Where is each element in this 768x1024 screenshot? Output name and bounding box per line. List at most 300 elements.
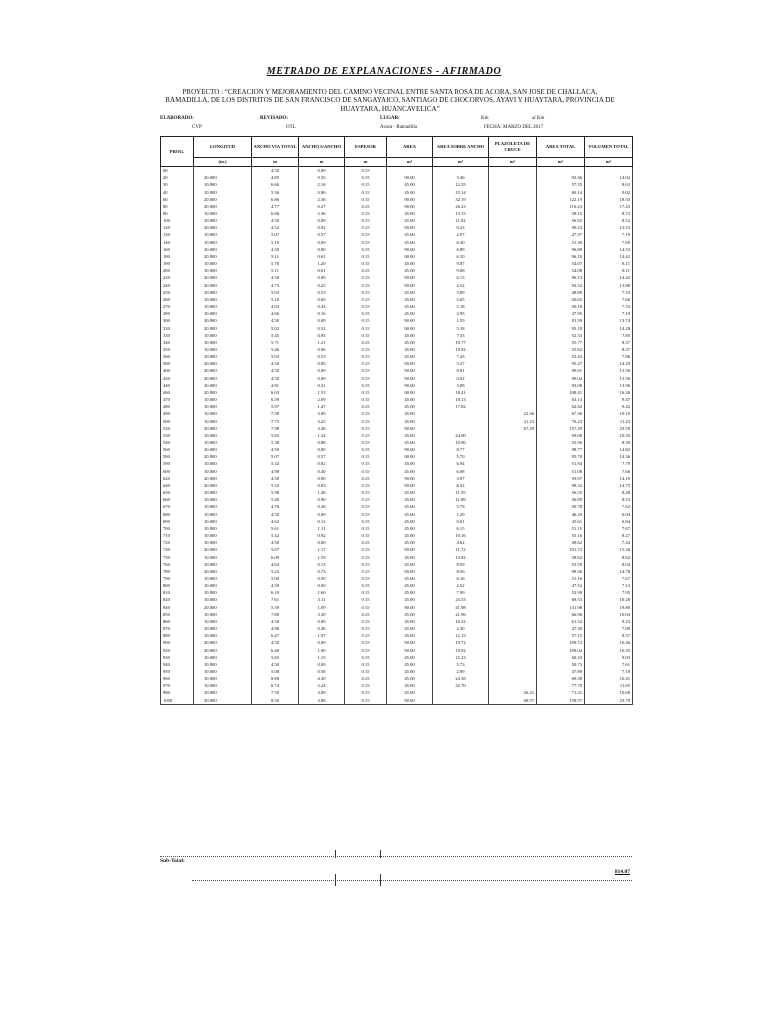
- table-row: [161, 539, 633, 546]
- cell-ancho-s: 0.00: [299, 661, 345, 668]
- cell-area-total: 69.38: [537, 675, 585, 682]
- cell-area: 45.00: [387, 410, 433, 417]
- cell-volumen-total: 13.88: [585, 282, 633, 289]
- cell-longitud: 10.000: [194, 525, 252, 532]
- cell-area: 45.00: [387, 310, 433, 317]
- cell-plazoleta: [489, 661, 537, 668]
- cell-area-sobre-ancho: [433, 417, 489, 424]
- cell-espesor: 0.15: [345, 375, 387, 382]
- cell-prog: 930: [161, 654, 194, 661]
- cell-prog: 190: [161, 260, 194, 267]
- cell-area-sobre-ancho: [433, 425, 489, 432]
- cell-plazoleta: [489, 396, 537, 403]
- cell-area: 45.00: [387, 611, 433, 618]
- cell-prog: 340: [161, 339, 194, 346]
- cell-area: 90.00: [387, 282, 433, 289]
- cell-prog: 40: [161, 188, 194, 195]
- table-row: [161, 561, 633, 568]
- table-body: [161, 167, 633, 705]
- cell-espesor: 0.15: [345, 310, 387, 317]
- cell-area-sobre-ancho: 18.41: [433, 389, 489, 396]
- cell-area: 90.00: [387, 389, 433, 396]
- table-row: [161, 282, 633, 289]
- cell-area-total: 56.89: [537, 496, 585, 503]
- cell-espesor: 0.15: [345, 503, 387, 510]
- cell-plazoleta: [489, 260, 537, 267]
- cell-area-total: 51.15: [537, 525, 585, 532]
- cell-volumen-total: 14.29: [585, 360, 633, 367]
- cell-espesor: 0.15: [345, 181, 387, 188]
- cell-area-sobre-ancho: 11.55: [433, 489, 489, 496]
- cell-area-total: 50.65: [537, 296, 585, 303]
- cell-volumen-total: 8.37: [585, 346, 633, 353]
- cell-plazoleta: [489, 546, 537, 553]
- cell-area-total: 51.08: [537, 468, 585, 475]
- cell-plazoleta: 22.36: [489, 410, 537, 417]
- cell-area-sobre-ancho: 24.00: [433, 432, 489, 439]
- footer-divider: [192, 880, 632, 881]
- cell-espesor: 0.15: [345, 239, 387, 246]
- cell-ancho-s: 3.86: [299, 697, 345, 705]
- cell-plazoleta: [489, 496, 537, 503]
- cell-ancho-s: 0.00: [299, 582, 345, 589]
- cell-area: 90.00: [387, 246, 433, 253]
- cell-ancho-via: 4.81: [252, 382, 299, 389]
- cell-longitud: 20.000: [194, 546, 252, 553]
- cell-longitud: 10.000: [194, 625, 252, 632]
- cell-area-sobre-ancho: 7.43: [433, 353, 489, 360]
- cell-area: 45.00: [387, 618, 433, 625]
- table-row: [161, 553, 633, 560]
- elaborado-value: CVP: [192, 125, 202, 130]
- cell-prog: 160: [161, 246, 194, 253]
- cell-prog: 120: [161, 224, 194, 231]
- cell-area-sobre-ancho: 13.15: [433, 210, 489, 217]
- subtotal-tick-left: [335, 850, 336, 858]
- cell-ancho-via: 8.56: [252, 697, 299, 705]
- table-row: [161, 382, 633, 389]
- table-row: [161, 575, 633, 582]
- header-espesor: ESPESOR: [345, 137, 387, 158]
- cell-prog: 590: [161, 460, 194, 467]
- cell-longitud: 10.000: [194, 518, 252, 525]
- cell-area-sobre-ancho: 17.82: [433, 403, 489, 410]
- header-area-sobre-ancho: AREA SOBRE ANCHO: [433, 137, 489, 158]
- cell-area: 90.00: [387, 360, 433, 367]
- cell-ancho-s: 1.48: [299, 489, 345, 496]
- cell-volumen-total: 7.79: [585, 460, 633, 467]
- cell-espesor: 0.15: [345, 267, 387, 274]
- cell-volumen-total: 14.82: [585, 446, 633, 453]
- cell-area: 45.00: [387, 632, 433, 639]
- cell-area-sobre-ancho: 10.96: [433, 439, 489, 446]
- table-row: [161, 239, 633, 246]
- cell-espesor: 0.15: [345, 389, 387, 396]
- cell-prog: 380: [161, 360, 194, 367]
- cell-espesor: 0.15: [345, 303, 387, 310]
- cell-espesor: 0.15: [345, 217, 387, 224]
- cell-ancho-s: 0.52: [299, 324, 345, 331]
- cell-longitud: 10.000: [194, 503, 252, 510]
- cell-area: 90.00: [387, 196, 433, 203]
- cell-plazoleta: [489, 174, 537, 181]
- cell-volumen-total: 14.53: [585, 246, 633, 253]
- table-row: [161, 203, 633, 210]
- cell-area-sobre-ancho: [433, 410, 489, 417]
- cell-plazoleta: [489, 654, 537, 661]
- cell-area-total: 93.46: [537, 174, 585, 181]
- cell-area-sobre-ancho: 2.89: [433, 668, 489, 675]
- cell-area-total: 93.08: [537, 382, 585, 389]
- cell-area-sobre-ancho: 8.59: [433, 561, 489, 568]
- cell-longitud: 10.000: [194, 539, 252, 546]
- cell-ancho-s: 4.30: [299, 675, 345, 682]
- cell-longitud: 20.000: [194, 482, 252, 489]
- cell-area-sobre-ancho: 15.14: [433, 188, 489, 195]
- cell-espesor: 0.15: [345, 425, 387, 432]
- cell-ancho-s: 0.00: [299, 274, 345, 281]
- table-row: [161, 453, 633, 460]
- header-ancho-s: ANCHO S/ANCHO: [299, 137, 345, 158]
- table-row: [161, 568, 633, 575]
- cell-ancho-s: 0.73: [299, 568, 345, 575]
- cell-plazoleta: [489, 553, 537, 560]
- cell-area-sobre-ancho: 5.18: [433, 324, 489, 331]
- cell-prog: 950: [161, 668, 194, 675]
- cell-longitud: 10.000: [194, 267, 252, 274]
- cell-volumen-total: 8.27: [585, 532, 633, 539]
- table-row: [161, 475, 633, 482]
- cell-espesor: 0.15: [345, 403, 387, 410]
- cell-ancho-s: 1.60: [299, 589, 345, 596]
- cell-espesor: 0.15: [345, 604, 387, 611]
- cell-espesor: 0.15: [345, 675, 387, 682]
- cell-longitud: 10.000: [194, 468, 252, 475]
- cell-plazoleta: [489, 360, 537, 367]
- cell-area-total: 55.82: [537, 346, 585, 353]
- table-row: [161, 525, 633, 532]
- table-row: [161, 439, 633, 446]
- cell-plazoleta: [489, 210, 537, 217]
- cell-area: 45.00: [387, 439, 433, 446]
- cell-longitud: 10.000: [194, 511, 252, 518]
- cell-prog: 560: [161, 446, 194, 453]
- cell-ancho-via: 5.71: [252, 339, 299, 346]
- cell-longitud: 10.000: [194, 675, 252, 682]
- cell-ancho-via: 4.77: [252, 203, 299, 210]
- cell-espesor: 0.15: [345, 532, 387, 539]
- cell-ancho-s: 0.26: [299, 503, 345, 510]
- cell-prog: 540: [161, 439, 194, 446]
- cell-ancho-via: 6.03: [252, 389, 299, 396]
- cell-espesor: 0.15: [345, 196, 387, 203]
- cell-area-sobre-ancho: 2.52: [433, 282, 489, 289]
- cell-area-total: 109.72: [537, 639, 585, 646]
- cell-volumen-total: 7.13: [585, 582, 633, 589]
- cell-longitud: 10.000: [194, 289, 252, 296]
- cell-longitud: 20.000: [194, 224, 252, 231]
- cell-espesor: 0.15: [345, 618, 387, 625]
- cell-espesor: 0.15: [345, 525, 387, 532]
- table-row: [161, 582, 633, 589]
- cell-volumen-total: 10.35: [585, 432, 633, 439]
- cell-prog: 350: [161, 346, 194, 353]
- cell-area: 45.00: [387, 210, 433, 217]
- cell-volumen-total: 14.02: [585, 174, 633, 181]
- cell-area: 90.00: [387, 367, 433, 374]
- cell-prog: 650: [161, 489, 194, 496]
- cell-ancho-s: 0.90: [299, 496, 345, 503]
- cell-ancho-via: 4.85: [252, 174, 299, 181]
- cell-area-sobre-ancho: 7.33: [433, 332, 489, 339]
- cell-area-sobre-ancho: 24.38: [433, 675, 489, 682]
- cell-plazoleta: [489, 475, 537, 482]
- cell-prog: 640: [161, 482, 194, 489]
- cell-area-total: [537, 167, 585, 175]
- cell-area: 45.00: [387, 403, 433, 410]
- cell-espesor: 0.15: [345, 511, 387, 518]
- cell-area-sobre-ancho: 0.01: [433, 367, 489, 374]
- cell-ancho-via: 5.36: [252, 188, 299, 195]
- cell-espesor: 0.15: [345, 353, 387, 360]
- cell-espesor: 0.15: [345, 439, 387, 446]
- cell-ancho-s: 3.30: [299, 611, 345, 618]
- cell-area-total: 49.62: [537, 539, 585, 546]
- cell-espesor: 0.15: [345, 246, 387, 253]
- cell-ancho-via: 4.66: [252, 310, 299, 317]
- cell-area-total: 98.56: [537, 568, 585, 575]
- cell-plazoleta: [489, 317, 537, 324]
- cell-area-total: 52.99: [537, 589, 585, 596]
- cell-longitud: 20.000: [194, 246, 252, 253]
- cell-area-total: 66.96: [537, 611, 585, 618]
- subtotal-divider: [160, 856, 632, 857]
- header-volumen-total: VOLUMEN TOTAL: [585, 137, 633, 158]
- cell-ancho-s: 0.95: [299, 332, 345, 339]
- cell-plazoleta: [489, 568, 537, 575]
- cell-prog: 740: [161, 546, 194, 553]
- cell-prog: 1000: [161, 697, 194, 705]
- cell-area: 45.00: [387, 239, 433, 246]
- table-row: [161, 260, 633, 267]
- cell-area: 90.00: [387, 639, 433, 646]
- cell-area-sobre-ancho: 19.72: [433, 639, 489, 646]
- cell-longitud: 10.000: [194, 489, 252, 496]
- cell-volumen-total: 8.82: [585, 553, 633, 560]
- cell-area-total: 91.59: [537, 317, 585, 324]
- cell-prog: 980: [161, 689, 194, 696]
- cell-ancho-via: 5.32: [252, 460, 299, 467]
- table-row: [161, 224, 633, 231]
- table-row: [161, 639, 633, 646]
- cell-volumen-total: 13.53: [585, 224, 633, 231]
- cell-ancho-s: 2.36: [299, 210, 345, 217]
- cell-ancho-via: 5.59: [252, 604, 299, 611]
- cell-area: 45.00: [387, 181, 433, 188]
- cell-area: 45.00: [387, 518, 433, 525]
- cell-longitud: 10.000: [194, 689, 252, 696]
- cell-prog: 280: [161, 310, 194, 317]
- cell-area: 45.00: [387, 396, 433, 403]
- table-row: [161, 303, 633, 310]
- cell-area-total: 60.23: [537, 654, 585, 661]
- cell-plazoleta: [489, 604, 537, 611]
- cell-area: 90.00: [387, 475, 433, 482]
- cell-area: 45.00: [387, 668, 433, 675]
- cell-longitud: 10.000: [194, 396, 252, 403]
- table-row: [161, 196, 633, 203]
- cell-longitud: 20.000: [194, 389, 252, 396]
- cell-volumen-total: 10.68: [585, 689, 633, 696]
- elaborado-label: ELABORADO:: [160, 116, 194, 121]
- cell-longitud: [194, 167, 252, 175]
- cell-prog: 700: [161, 525, 194, 532]
- cell-ancho-via: 5.11: [252, 253, 299, 260]
- cell-volumen-total: 13.50: [585, 375, 633, 382]
- cell-prog: 920: [161, 646, 194, 653]
- table-row: [161, 339, 633, 346]
- cell-prog: 660: [161, 496, 194, 503]
- cell-espesor: 0.15: [345, 203, 387, 210]
- cell-prog: 800: [161, 582, 194, 589]
- cell-ancho-s: 0.92: [299, 532, 345, 539]
- cell-ancho-via: 5.46: [252, 346, 299, 353]
- cell-area-total: 47.30: [537, 625, 585, 632]
- cell-ancho-via: 7.50: [252, 689, 299, 696]
- table-row: [161, 403, 633, 410]
- cell-area-sobre-ancho: 6.13: [433, 274, 489, 281]
- cell-area: 90.00: [387, 317, 433, 324]
- cell-prog: 760: [161, 561, 194, 568]
- cell-ancho-s: 0.00: [299, 360, 345, 367]
- cell-ancho-via: 7.75: [252, 417, 299, 424]
- cell-volumen-total: 13.96: [585, 382, 633, 389]
- cell-area: 90.00: [387, 274, 433, 281]
- cell-ancho-via: 4.50: [252, 367, 299, 374]
- metrado-table: [160, 136, 633, 705]
- cell-volumen-total: 8.53: [585, 496, 633, 503]
- cell-ancho-s: 0.25: [299, 282, 345, 289]
- cell-volumen-total: 9.02: [585, 188, 633, 195]
- cell-ancho-s: 1.47: [299, 403, 345, 410]
- cell-ancho-s: 0.60: [299, 296, 345, 303]
- cell-longitud: 10.000: [194, 417, 252, 424]
- cell-prog: 860: [161, 618, 194, 625]
- cell-area-sobre-ancho: 11.82: [433, 217, 489, 224]
- cell-plazoleta: [489, 453, 537, 460]
- cell-area-sobre-ancho: 2.52: [433, 582, 489, 589]
- cell-volumen-total: 7.61: [585, 661, 633, 668]
- cell-ancho-via: 7.50: [252, 410, 299, 417]
- footer-tick-left: [335, 874, 336, 886]
- cell-area-total: 109.02: [537, 646, 585, 653]
- cell-plazoleta: [489, 296, 537, 303]
- cell-ancho-via: 4.90: [252, 468, 299, 475]
- cell-ancho-s: 0.00: [299, 317, 345, 324]
- unit-longitud: (m.): [194, 158, 252, 167]
- cell-ancho-s: 0.31: [299, 382, 345, 389]
- cell-area-sobre-ancho: 6.08: [433, 468, 489, 475]
- cell-ancho-s: 0.16: [299, 310, 345, 317]
- table-row: [161, 682, 633, 689]
- cell-area: 45.00: [387, 689, 433, 696]
- cell-area-total: 98.77: [537, 446, 585, 453]
- cell-espesor: 0.15: [345, 317, 387, 324]
- cell-ancho-via: 6.66: [252, 181, 299, 188]
- cell-area-sobre-ancho: [433, 697, 489, 705]
- cell-volumen-total: 14.42: [585, 274, 633, 281]
- cell-espesor: 0.15: [345, 346, 387, 353]
- cell-area-sobre-ancho: 3.08: [433, 382, 489, 389]
- cell-ancho-via: 5.03: [252, 353, 299, 360]
- cell-prog: 90: [161, 210, 194, 217]
- cell-area: 90.00: [387, 324, 433, 331]
- cell-plazoleta: [489, 646, 537, 653]
- cell-longitud: 10.000: [194, 611, 252, 618]
- cell-area: 45.00: [387, 654, 433, 661]
- cell-area: 45.00: [387, 661, 433, 668]
- table-row: [161, 396, 633, 403]
- cell-ancho-s: 0.00: [299, 375, 345, 382]
- cell-longitud: 10.000: [194, 632, 252, 639]
- table-row: [161, 489, 633, 496]
- cell-volumen-total: 16.26: [585, 389, 633, 396]
- revisado-value: OTL: [286, 125, 296, 130]
- cell-ancho-via: 5.23: [252, 568, 299, 575]
- cell-area-total: 95.18: [537, 324, 585, 331]
- cell-plazoleta: [489, 217, 537, 224]
- cell-espesor: 0.15: [345, 324, 387, 331]
- cell-area-total: 76.23: [537, 417, 585, 424]
- table-row: [161, 546, 633, 553]
- cell-ancho-s: 1.21: [299, 339, 345, 346]
- cell-espesor: 0.15: [345, 539, 387, 546]
- cell-ancho-s: 0.12: [299, 518, 345, 525]
- revisado-label: REVISADO:: [260, 116, 289, 121]
- cell-area-total: 47.95: [537, 310, 585, 317]
- cell-espesor: 0.15: [345, 174, 387, 181]
- cell-ancho-via: 6.10: [252, 589, 299, 596]
- table-row: [161, 625, 633, 632]
- cell-area-total: 90.23: [537, 224, 585, 231]
- cell-ancho-via: 8.80: [252, 675, 299, 682]
- table-row: [161, 697, 633, 705]
- cell-prog: 790: [161, 575, 194, 582]
- cell-plazoleta: 26.21: [489, 689, 537, 696]
- cell-prog: 960: [161, 675, 194, 682]
- cell-area-sobre-ancho: 5.73: [433, 661, 489, 668]
- cell-longitud: 20.000: [194, 697, 252, 705]
- cell-area-sobre-ancho: 0.61: [433, 518, 489, 525]
- cell-area-total: 69.00: [537, 432, 585, 439]
- cell-volumen-total: 16.35: [585, 646, 633, 653]
- cell-ancho-s: 0.00: [299, 446, 345, 453]
- cell-ancho-s: 1.09: [299, 604, 345, 611]
- cell-plazoleta: [489, 532, 537, 539]
- table-row: [161, 468, 633, 475]
- cell-area-sobre-ancho: 4.62: [433, 539, 489, 546]
- cell-prog: 880: [161, 632, 194, 639]
- cell-ancho-via: 4.62: [252, 518, 299, 525]
- cell-espesor: 0.15: [345, 332, 387, 339]
- subtotal-label: Sub-Total:: [160, 858, 185, 864]
- cell-area-total: 46.29: [537, 511, 585, 518]
- cell-longitud: 10.000: [194, 217, 252, 224]
- cell-volumen-total: 8.57: [585, 632, 633, 639]
- cell-area-total: 131.98: [537, 604, 585, 611]
- cell-area: 45.00: [387, 231, 433, 238]
- cell-volumen-total: [585, 167, 633, 175]
